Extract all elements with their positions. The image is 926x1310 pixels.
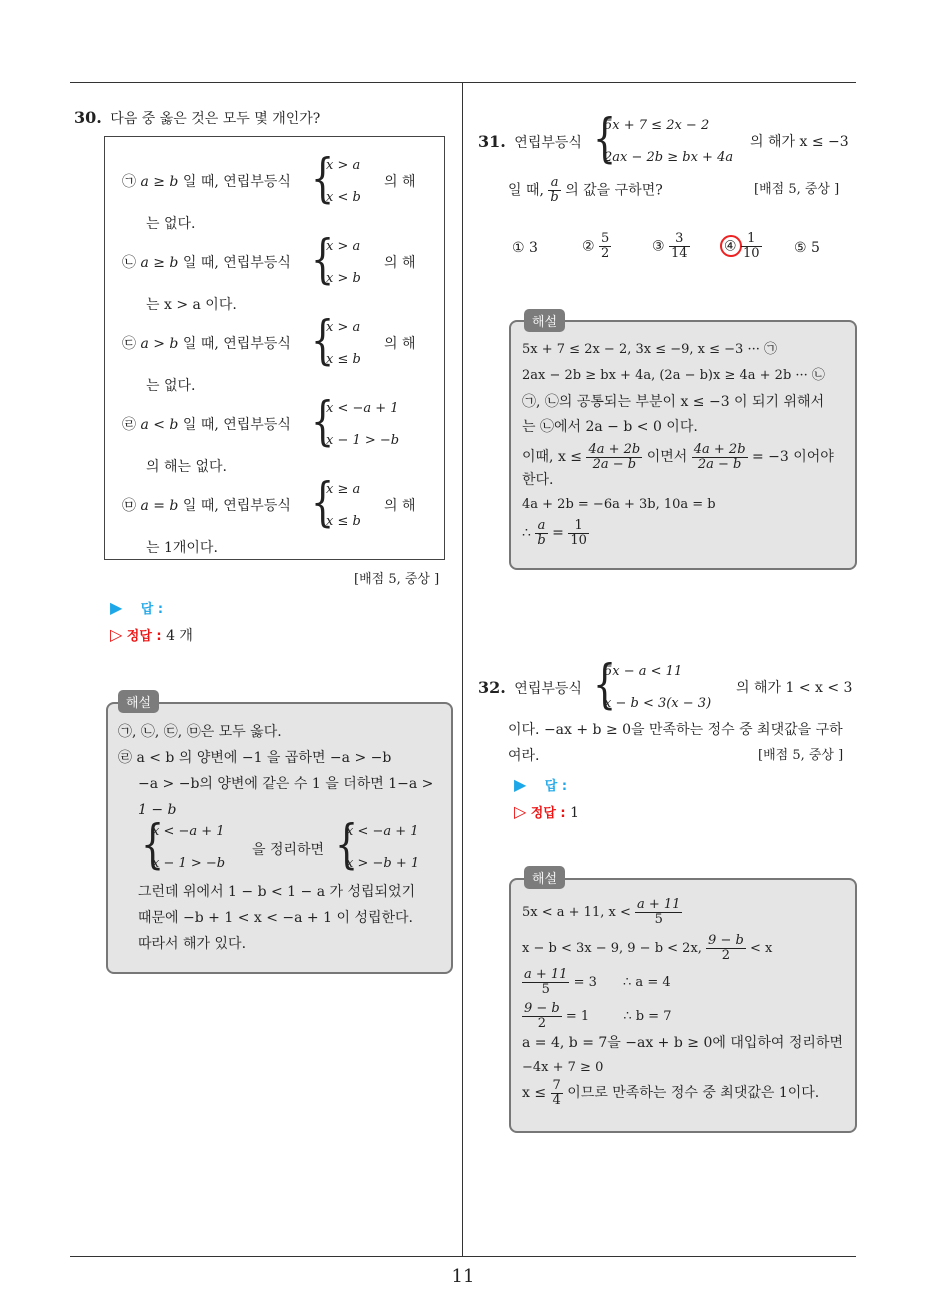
q30-item-2 — [122, 253, 291, 273]
item-continuation: 는 없다. — [146, 216, 196, 232]
item-condition: a > b — [140, 336, 179, 352]
bottom-rule — [70, 1256, 856, 1257]
item-continuation: 는 x > a 이다. — [146, 297, 237, 313]
system-line: x < −a + 1 — [326, 401, 399, 416]
q32-number: 32. — [478, 678, 506, 697]
item-mark: ㉡ — [122, 255, 136, 271]
solution-line: 때문에 −b + 1 < x < −a + 1 이 성립한다. — [138, 910, 413, 926]
play-icon: ▶ — [110, 598, 123, 617]
item-mark: ㉢ — [122, 336, 136, 352]
outline-play-icon: ▷ — [514, 802, 527, 821]
q31-number: 31. — [478, 132, 506, 151]
solution-tag: 해설 — [118, 690, 159, 713]
solution-line: 그런데 위에서 1 − b < 1 − a 가 성립되었기 — [138, 884, 416, 900]
solution-text: 을 정리하면 — [252, 842, 325, 858]
item-continuation: 는 없다. — [146, 378, 196, 394]
answer-label: 답 : — [544, 779, 568, 794]
item-condition: a ≥ b — [140, 174, 179, 190]
q31-lead: 연립부등식 — [514, 135, 582, 151]
system-line: 5x − a < 11 — [604, 664, 683, 679]
q30-item-5 — [122, 496, 291, 516]
q30-item-1 — [122, 172, 291, 192]
solution-line: 이때, x ≤ $\frac{4a + 2b}{2a - b}$ 이면서 $\frac{4a + 2b}{2a - b}$ = −3 이어야 — [522, 441, 834, 472]
solution-line: 2ax − 2b ≥ bx + 4a, (2a − b)x ≥ 4a + 2b ··· ㉡ — [522, 368, 825, 383]
solution-line: ∴ $\frac{a}{b}$ = $\frac{1}{10}$ — [522, 517, 587, 548]
q31-line2 — [508, 176, 663, 205]
item-mark: ㉣ — [122, 417, 136, 433]
item-text: 일 때, 연립부등식 — [182, 255, 291, 271]
q30-header — [74, 108, 320, 129]
q30-answer-row — [110, 598, 163, 620]
q30-score: [배점 5, 중상 ] — [354, 572, 440, 587]
q31-score: [배점 5, 중상 ] — [754, 182, 840, 197]
q31-fraction: $\frac{a}{b}$ — [550, 175, 559, 205]
solution-line: −4x + 7 ≥ 0 — [522, 1060, 604, 1075]
q32-answer-row — [514, 775, 567, 797]
system-line: 5x + 7 ≤ 2x − 2 — [604, 118, 710, 133]
item-text: 일 때, 연립부등식 — [182, 498, 291, 514]
q32-line2: 이다. −ax + b ≥ 0을 만족하는 정수 중 최댓값을 구하 — [508, 722, 843, 738]
q31-choice-5[interactable]: ⑤ 5 — [794, 240, 820, 256]
system-line: x < b — [326, 190, 361, 205]
q32-correct-row — [514, 802, 579, 824]
q30-item-4 — [122, 415, 291, 435]
q32-lead: 연립부등식 — [514, 681, 582, 697]
q30-correct-row — [110, 625, 193, 647]
system-line: x < −a + 1 — [346, 824, 419, 839]
solution-line: x − b < 3x − 9, 9 − b < 2x, $\frac{9 - b}{2}$ < x — [522, 933, 773, 963]
system-line: x − b < 3(x − 3) — [604, 696, 712, 711]
item-mark: ㉠ — [122, 174, 136, 190]
system-line: x < −a + 1 — [152, 824, 225, 839]
system-line: x ≤ b — [326, 352, 361, 367]
item-text: 일 때, 연립부등식 — [182, 417, 291, 433]
item-tail: 의 해 — [384, 336, 416, 352]
system-line: x − 1 > −b — [326, 433, 400, 448]
system-line: 2ax − 2b ≥ bx + 4a — [604, 150, 734, 165]
item-condition: a = b — [140, 498, 179, 514]
correct-value: 1 — [570, 805, 579, 821]
q31-text: 일 때, — [508, 182, 544, 199]
q30-question: 다음 중 옳은 것은 모두 몇 개인가? — [110, 111, 321, 127]
q31-choice-1[interactable]: ① 3 — [512, 240, 538, 256]
solution-line: $\frac{a + 11}{5}$ = 3 ∴ a = 4 — [524, 967, 671, 997]
item-tail: 의 해 — [384, 255, 416, 271]
system-line: x > a — [326, 158, 361, 173]
q30-item-3 — [122, 334, 291, 354]
solution-line: 한다. — [522, 472, 554, 488]
solution-line: ㉠, ㉡의 공통되는 부분이 x ≤ −3 이 되기 위해서 — [522, 394, 825, 410]
item-text: 일 때, 연립부등식 — [182, 174, 291, 190]
system-line: x > a — [326, 320, 361, 335]
q30-number: 30. — [74, 108, 102, 127]
solution-tag: 해설 — [524, 309, 565, 332]
q32-tail: 의 해가 1 < x < 3 — [736, 680, 853, 696]
solution-line: $\frac{9 - b}{2}$ = 1 ∴ b = 7 — [524, 1001, 672, 1031]
solution-line: 5x + 7 ≤ 2x − 2, 3x ≤ −9, x ≤ −3 ··· ㉠ — [522, 342, 777, 357]
q31-tail: 의 해가 x ≤ −3 — [750, 134, 849, 150]
top-rule — [70, 82, 856, 83]
item-condition: a ≥ b — [140, 255, 179, 271]
item-continuation: 의 해는 없다. — [146, 459, 227, 475]
q32-line3: 여라. — [508, 748, 540, 764]
system-line: x − 1 > −b — [152, 856, 226, 871]
play-icon: ▶ — [514, 775, 527, 794]
solution-line: −a > −b의 양변에 같은 수 1 을 더하면 1−a > — [138, 776, 434, 792]
solution-line: x ≤ $\frac{7}{4}$ 이므로 만족하는 정수 중 최댓값은 1이다. — [522, 1077, 820, 1108]
q31-choice-3[interactable]: ③ $\frac{3}{14}$ — [652, 231, 688, 261]
system-line: x > b — [326, 271, 361, 286]
item-tail: 의 해 — [384, 174, 416, 190]
q31-choice-4[interactable]: ④ $\frac{1}{10}$ — [724, 231, 760, 261]
q31-header — [478, 132, 582, 153]
system-line: x > −b + 1 — [346, 856, 420, 871]
q31-choice-2[interactable]: ② $\frac{5}{2}$ — [582, 231, 610, 261]
answer-label: 답 : — [140, 602, 164, 617]
solution-line: ㉣ a < b 의 양변에 −1 을 곱하면 −a > −b — [118, 750, 392, 766]
solution-line: 따라서 해가 있다. — [138, 936, 247, 952]
solution-line: 4a + 2b = −6a + 3b, 10a = b — [522, 497, 716, 512]
q31-text: 의 값을 구하면? — [565, 182, 663, 199]
item-condition: a < b — [140, 417, 179, 433]
solution-line: ㉠, ㉡, ㉢, ㉤은 모두 옳다. — [118, 724, 282, 740]
outline-play-icon: ▷ — [110, 625, 123, 644]
item-text: 일 때, 연립부등식 — [182, 336, 291, 352]
solution-line: 는 ㉡에서 2a − b < 0 이다. — [522, 419, 698, 435]
item-tail: 의 해 — [384, 498, 416, 514]
correct-label: 정답 : — [126, 629, 162, 644]
correct-value: 4 개 — [166, 628, 193, 644]
column-divider — [462, 82, 463, 1256]
system-line: x > a — [326, 239, 361, 254]
correct-label: 정답 : — [530, 806, 566, 821]
page-number: 11 — [451, 1266, 475, 1287]
q32-header — [478, 678, 582, 699]
solution-tag: 해설 — [524, 866, 565, 889]
solution-line: 1 − b — [138, 802, 177, 818]
system-line: x ≥ a — [326, 482, 361, 497]
system-line: x ≤ b — [326, 514, 361, 529]
solution-line: 5x < a + 11, x < $\frac{a + 11}{5}$ — [522, 897, 681, 927]
item-mark: ㉤ — [122, 498, 136, 514]
q32-score: [배점 5, 중상 ] — [758, 748, 844, 763]
solution-line: a = 4, b = 7을 −ax + b ≥ 0에 대입하여 정리하면 — [522, 1035, 843, 1051]
item-continuation: 는 1개이다. — [146, 540, 218, 556]
